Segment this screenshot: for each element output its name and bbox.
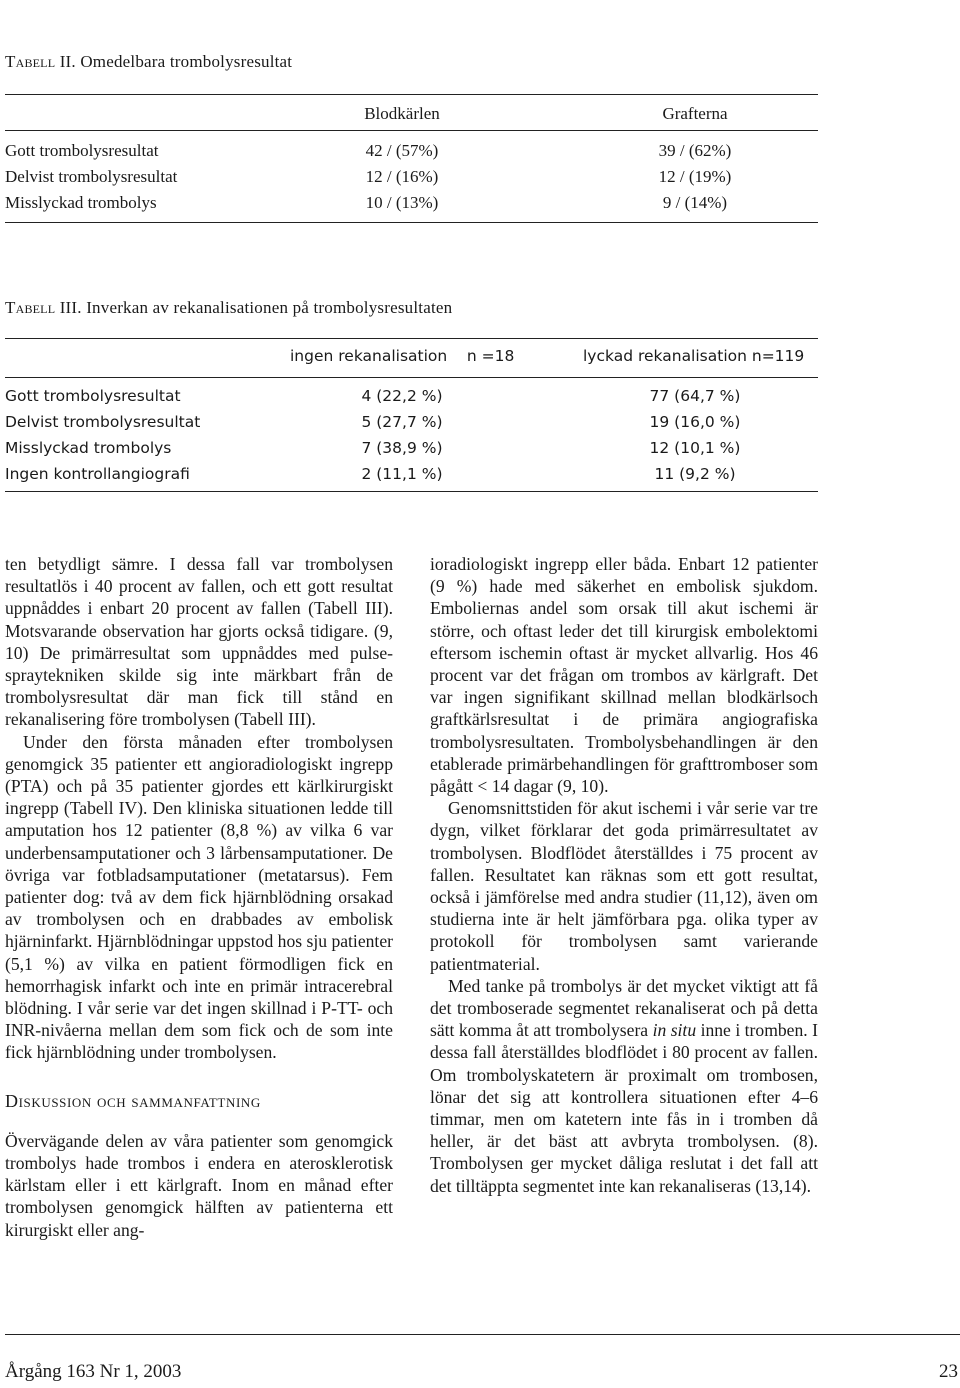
table3-caption <box>5 298 452 318</box>
table3-row-label: Ingen kontrollangiografi <box>5 465 190 483</box>
table2-cell-grafterna: 9 / (14%) <box>662 193 728 212</box>
table2-cell-blodkarlen: 12 / (16%) <box>365 167 439 186</box>
left-paragraph-1: ten betydligt sämre. I dessa fall var trombolysen resultatlös i 40 procent av fallen, och ett gott resultat uppnåddes i enbart 20 procent av fallen (Tabell III). Motsvarande observation har gjorts också tidigare. (9, 10) De primärresultat som uppnåddes med pulse-spraytekniken skilde sig inte märkbart från de trombolysresultat där man fick till stånd en rekanalisering före trombolysen (Tabell III). <box>5 554 393 730</box>
table3-caption-label: Tabell III. <box>5 298 82 317</box>
right-paragraph-1: ioradiologiskt ingrepp eller båda. Enbart 12 patienter (9 %) hade med säkerhet en embolisk sjukdom. Emboliernas andel som orsak till akut ischemi är större, och oftast leder det till kirurgisk embolektomi eftersom ischemin oftast är mycket allvarlig. Hos 46 procent var det frågan om trombos av kärlgraft. Det var ingen signifikant skillnad mellan blodkärlsoch graftkärlsresultat i de primära angiografiska trombolysresultaten. Trombolysbehandlingen är den etablerade primärbehandlingen för grafttromboser som pågått < 14 dagar (9, 10). <box>430 554 818 797</box>
table3-cell-lyckad: 12 (10,1 %) <box>649 439 741 457</box>
right-paragraph-3-end: inne i tromben. I dessa fall återställdes blodflödet i 80 procent av fallen. Om trombolyskatetern är proximalt om trombosen, lönar det sig att kontrollera situationen efter 4–6 timmar, men om katetern inte fås in i tromben då heller, är det bäst att avbryta trombolysen. (8). Trombolysen ger mycket dåliga reslutat i det fall att det tilltäppta segmentet inte kan rekanaliseras (13,14). <box>430 1020 818 1196</box>
table3-caption-text: Inverkan av rekanalisationen på trombolysresultaten <box>86 298 453 317</box>
table2-header-grafterna: Grafterna <box>662 104 728 123</box>
table2-cell-blodkarlen: 10 / (13%) <box>365 193 439 212</box>
left-column <box>5 553 393 1241</box>
table3-header-lyckad-rekanalisation: lyckad rekanalisation n=119 <box>583 347 805 365</box>
table3-header-ingen-rekanalisation: ingen rekanalisation n =18 <box>290 347 515 365</box>
table2-header-blodkarlen: Blodkärlen <box>364 104 440 123</box>
table3-bottom-rule <box>5 491 818 492</box>
right-paragraph-3 <box>430 975 818 1197</box>
table3-cell-lyckad: 11 (9,2 %) <box>654 465 736 483</box>
table2-row-label: Gott trombolysresultat <box>5 141 159 160</box>
section-heading-diskussion: Diskussion och sammanfattning <box>5 1090 261 1111</box>
table2-cell-grafterna: 12 / (19%) <box>658 167 732 186</box>
right-paragraph-3-start: Med tanke på trombolys är det mycket viktigt att få det tromboserade segmentet rekanaliserat och på detta sätt komma åt att trombolysera <box>430 975 818 1041</box>
table2-caption-text: Omedelbara trombolysresultat <box>80 52 293 71</box>
right-paragraph-2: Genomsnittstiden för akut ischemi i vår serie var tre dygn, vilket förklarar det goda primärresultatet av trombolysen. Blodflödet återställdes i 75 procent av fallen. Resultatet kan räknas som ett gott resultat, också i jämförelse med andra studier (11,12), även om studierna inte är helt jämförbara pga. olika typer av protokoll för trombolysen samt varierande patientmaterial. <box>430 798 818 974</box>
table2-cell-grafterna: 39 / (62%) <box>658 141 732 160</box>
table2-row-label: Delvist trombolysresultat <box>5 167 178 186</box>
table2-header-rule <box>5 130 818 131</box>
left-paragraph-2: Under den första månaden efter trombolysen genomgick 35 patienter ett angioradiologiskt ingrepp (PTA) och på 35 patienter gjordes ett kärlkirurgiskt ingrepp (Tabell IV). Den kliniska situationen ledde till amputation hos 12 patienter (8,8 %) av vilka 6 var underbensamputationer och 3 lårbensamputationer. De övriga var fotbladsamputationer (metatarsus). Fem patienter dog: två av dem fick hjärnblödning orsakad av trombolysen och en drabbades av embolisk hjärninfarkt. Hjärnblödningar uppstod hos sju patienter (5,1 %) av vilka en patient förmodligen fick en hemorrhagisk infarkt och inte en primär intracerebral blödning. I vår serie var det ingen skillnad i P-TT- och INR-nivåerna mellan dem som fick och de som inte fick hjärnblödning under trombolysen. <box>5 731 393 1063</box>
footer-page-number: 23 <box>939 1361 958 1382</box>
table3-row-label: Gott trombolysresultat <box>5 387 181 405</box>
table2-cell-blodkarlen: 42 / (57%) <box>365 141 439 160</box>
table3-row-label: Misslyckad trombolys <box>5 439 172 457</box>
table2-caption <box>5 52 292 72</box>
table2-row-label: Misslyckad trombolys <box>5 193 157 212</box>
table3-cell-lyckad: 77 (64,7 %) <box>649 387 741 405</box>
table3-cell-ingen: 2 (11,1 %) <box>361 465 443 483</box>
table3-cell-ingen: 5 (27,7 %) <box>361 413 443 431</box>
table2-caption-label: Tabell II. <box>5 52 76 71</box>
table2-bottom-rule <box>5 222 818 223</box>
footer-issue: Årgång 163 Nr 1, 2003 <box>5 1361 182 1382</box>
table3-cell-ingen: 7 (38,9 %) <box>361 439 443 457</box>
footer-rule <box>5 1334 960 1335</box>
table2-top-rule <box>5 94 818 95</box>
table3-header-rule <box>5 377 818 378</box>
left-paragraph-3: Övervägande delen av våra patienter som genomgick trombolys hade trombos i endera en aterosklerotisk kärlstam eller i ett kärlgraft. Inom en månad efter trombolysen genomgick hälften av patienterna ett kirurgiskt eller ang- <box>5 1130 393 1240</box>
table3-top-rule <box>5 338 818 339</box>
right-column <box>430 553 818 1197</box>
table3-cell-lyckad: 19 (16,0 %) <box>649 413 741 431</box>
table3-row-label: Delvist trombolysresultat <box>5 413 201 431</box>
in-situ-italic: in situ <box>652 1020 697 1041</box>
table3-cell-ingen: 4 (22,2 %) <box>361 387 443 405</box>
